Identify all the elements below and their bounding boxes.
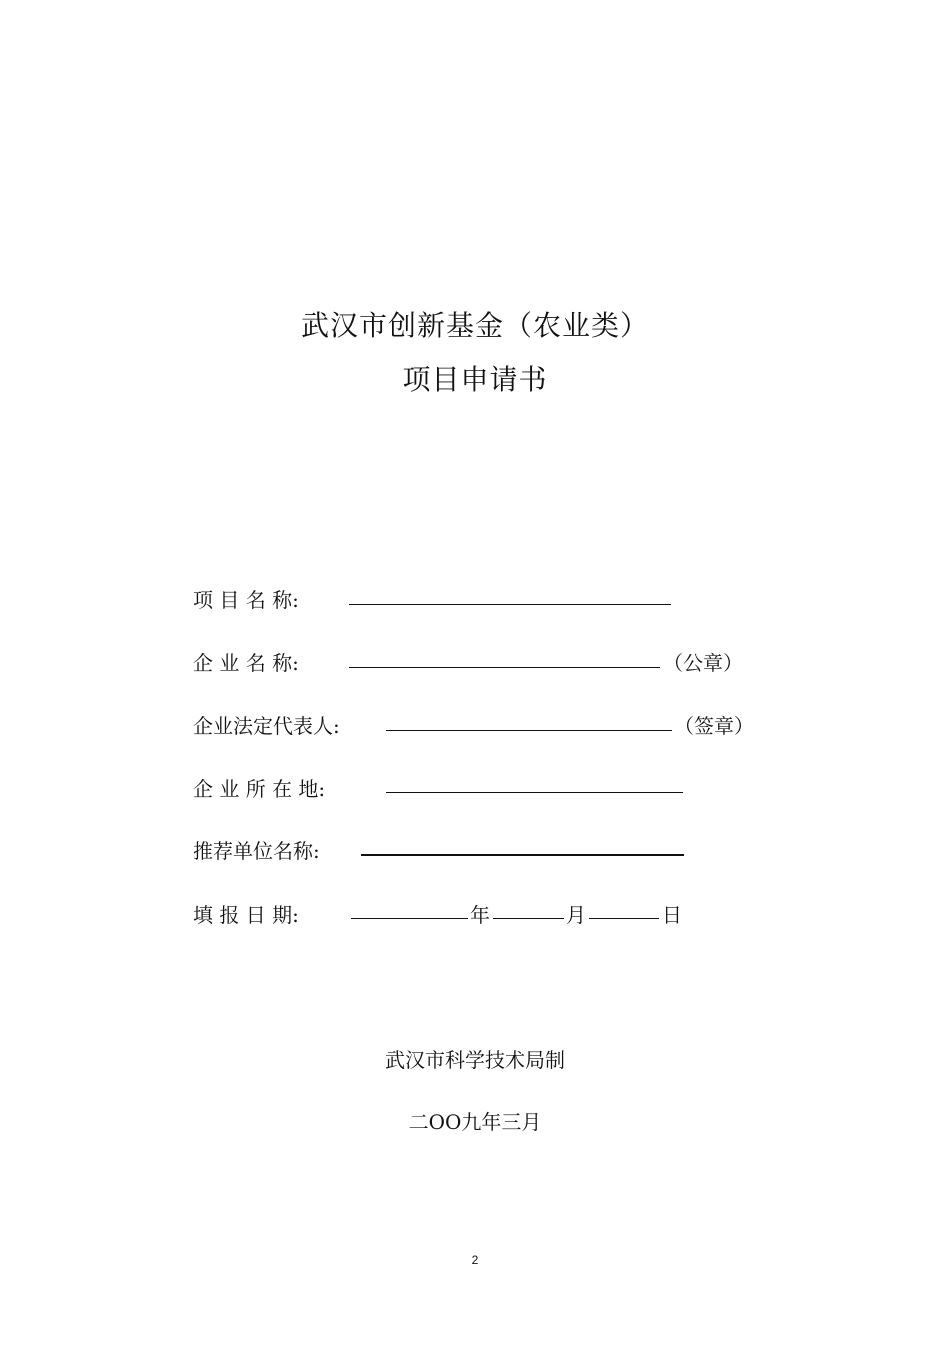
legal-rep-signature-note: （签章） xyxy=(674,714,754,738)
company-name-label: 企 业 名 称: xyxy=(193,651,299,675)
date-month-field[interactable] xyxy=(493,918,564,919)
company-seal-note: （公章） xyxy=(663,651,743,675)
date-day-unit: 日 xyxy=(662,903,682,927)
fill-date-label: 填 报 日 期: xyxy=(193,903,299,927)
date-month-unit: 月 xyxy=(566,903,586,927)
date-year-unit: 年 xyxy=(470,903,490,927)
company-name-field[interactable] xyxy=(349,667,660,668)
page-number: 2 xyxy=(471,1253,479,1267)
project-name-label: 项 目 名 称: xyxy=(193,588,299,612)
issue-date-text: 二OO九年三月 xyxy=(408,1110,542,1134)
issuer-text: 武汉市科学技术局制 xyxy=(385,1048,565,1072)
recommender-field[interactable] xyxy=(361,854,684,856)
project-name-field[interactable] xyxy=(349,604,671,605)
company-location-label: 企 业 所 在 地: xyxy=(193,777,326,801)
date-day-field[interactable] xyxy=(589,918,659,919)
recommender-label: 推荐单位名称: xyxy=(193,839,320,863)
legal-rep-label: 企业法定代表人: xyxy=(193,714,340,738)
company-location-field[interactable] xyxy=(386,792,683,793)
date-year-field[interactable] xyxy=(351,918,468,919)
document-subtitle: 项目申请书 xyxy=(402,363,548,396)
legal-rep-field[interactable] xyxy=(386,730,672,731)
document-title: 武汉市创新基金（农业类） xyxy=(300,309,649,342)
